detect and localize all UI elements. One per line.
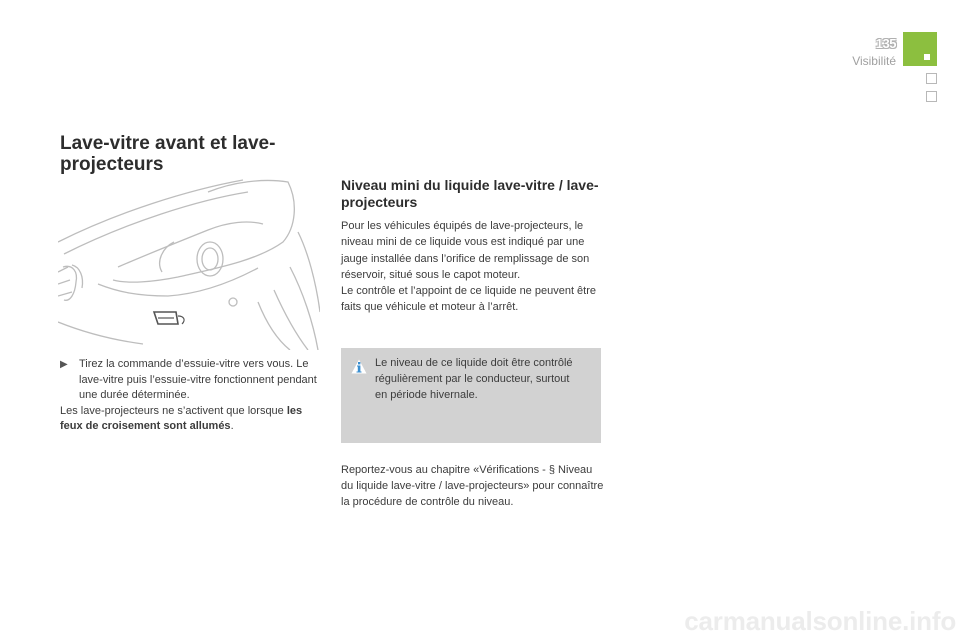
body-text [341, 218, 606, 316]
note-end-text: . [230, 420, 234, 432]
note-text: Les lave-projecteurs ne s’activent que lorsque [60, 404, 287, 417]
pointer-triangle-icon: ▶ [60, 359, 68, 370]
info-text: Le niveau de ce liquide doit être contrôlé régulièrement par le conducteur, surtout en période hivernale. [375, 357, 573, 401]
note-paragraph [60, 404, 320, 435]
instruction-block [60, 357, 320, 435]
bullet-text: Tirez la commande d’essuie-vitre vers vous. Le lave-vitre puis l’essuie-vitre fonctionnent pendant une durée déterminée. [79, 358, 317, 401]
note-bold-text: les feux de croisement sont allumés [60, 404, 303, 432]
chapter-tab [926, 73, 937, 84]
tab-marker [924, 54, 930, 60]
page-number: 135 [875, 36, 896, 51]
section-label: Visibilité [852, 54, 896, 68]
info-icon [351, 359, 367, 375]
subsection-title: Niveau mini du liquide lave-vitre / lave-projecteurs [341, 177, 599, 210]
chapter-tab-active [903, 32, 937, 66]
paragraph-1: Pour les véhicules équipés de lave-projecteurs, le niveau mini de ce liquide vous est indiqué par une jauge installée dans l’orifice de remplissage de son réservoir, situé sous le capot moteur. [341, 220, 590, 281]
paragraph-2: Le contrôle et l’appoint de ce liquide ne peuvent être faits que véhicule et moteur à l’arrêt. [341, 285, 597, 314]
reference-text: Reportez-vous au chapitre «Vérifications - § Niveau du liquide lave-vitre / lave-projecteurs» pour connaître la procédure de contrôle du niveau. [341, 464, 604, 508]
section-title: Lave-vitre avant et lave-projecteurs [60, 133, 276, 175]
headlamp-illustration [58, 172, 320, 350]
list-item [60, 357, 320, 404]
watermark: carmanualsonline.info [684, 606, 956, 636]
chapter-tab [926, 91, 937, 102]
info-box [341, 348, 601, 443]
